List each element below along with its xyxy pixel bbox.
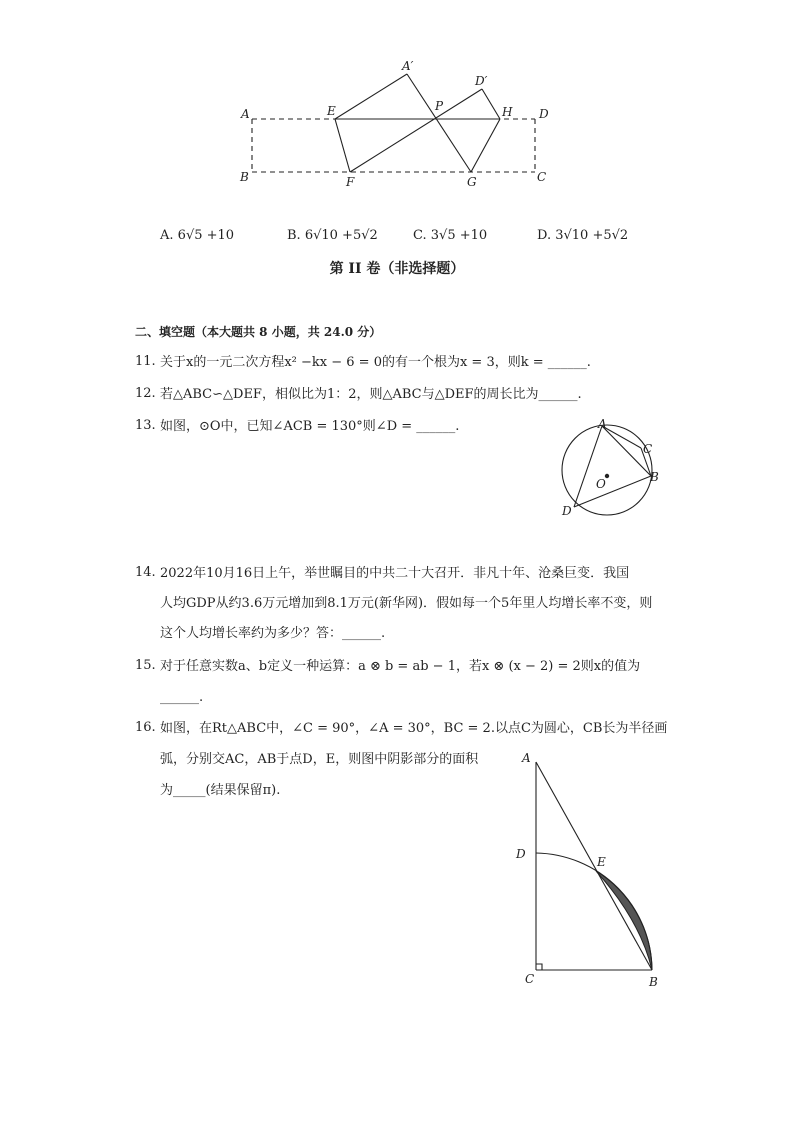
option-b-key: B. [287, 228, 301, 243]
q11-text: 关于x的一元二次方程x² −kx − 6 = 0的有一个根为x = 3，则k = ______. [160, 355, 591, 370]
circle-label-a: A [598, 417, 607, 431]
section2-heading: 二、填空题（本大题共 8 小题，共 24.0 分） [135, 325, 382, 339]
right-angle-mark [536, 964, 542, 970]
label-c: C [537, 170, 547, 184]
label-d: D [539, 107, 549, 121]
q16-number: 16. [135, 720, 156, 735]
option-a-value: 6√5 +10 [177, 228, 235, 243]
circle-label-d: D [562, 504, 572, 518]
side-ab [536, 762, 652, 970]
q12-text: 若△ABC∽△DEF，相似比为1：2，则△ABC与△DEF的周长比为______. [160, 387, 582, 402]
q12-number: 12. [135, 386, 156, 401]
option-a-key: A. [160, 228, 174, 243]
label-a-prime: A′ [402, 59, 414, 73]
circle-label-o: O [596, 477, 606, 491]
q15-number: 15. [135, 658, 156, 673]
option-c-value: 3√5 +10 [430, 228, 488, 243]
label-p: P [435, 99, 444, 113]
tri-label-a: A [522, 751, 531, 765]
q16-line1: 如图，在Rt△ABC中，∠C = 90°，∠A = 30°，BC = 2.以点C为圆心，CB长为半径画 [160, 721, 668, 736]
label-b: B [240, 170, 249, 184]
q16-line3: 为_____(结果保留π). [160, 783, 281, 798]
tri-label-e: E [597, 855, 606, 869]
option-c-key: C. [413, 228, 427, 243]
q14-line3: 这个人均增长率约为多少？答：______. [160, 626, 386, 641]
label-h: H [502, 105, 513, 119]
q14-number: 14. [135, 565, 156, 580]
part2-title: 第 II 卷（非选择题） [329, 261, 465, 277]
q13-number: 13. [135, 418, 156, 433]
option-b-value: 6√10 +5√2 [304, 228, 378, 243]
label-g: G [467, 175, 477, 189]
q14-line1: 2022年10月16日上午，举世瞩目的中共二十大召开．非凡十年、沧桑巨变．我国 [160, 566, 630, 581]
tri-label-c: C [525, 972, 535, 986]
q15-line2: ______. [160, 690, 204, 705]
circle-label-b: B [650, 470, 659, 484]
q15-line1: 对于任意实数a、b定义一种运算：a ⊗ b = ab − 1，若x ⊗ (x − 2) = 2则x的值为 [160, 659, 641, 674]
option-d-key: D. [537, 228, 552, 243]
q16-line2: 弧，分别交AC，AB于点D，E，则图中阴影部分的面积 [160, 752, 479, 767]
tri-label-d: D [516, 847, 526, 861]
q14-line2: 人均GDP从约3.6万元增加到8.1万元(新华网)．假如每一个5年里人均增长率不变，则 [160, 596, 653, 611]
label-f: F [346, 175, 355, 189]
q13-text: 如图，⊙O中，已知∠ACB = 130°则∠D = ______. [160, 419, 460, 434]
label-d-prime: D′ [475, 74, 488, 88]
q11-number: 11. [135, 354, 156, 369]
tri-label-b: B [649, 975, 658, 989]
circle-label-c: C [643, 442, 653, 456]
label-e: E [327, 104, 336, 118]
option-d-value: 3√10 +5√2 [555, 228, 629, 243]
label-a: A [241, 107, 250, 121]
